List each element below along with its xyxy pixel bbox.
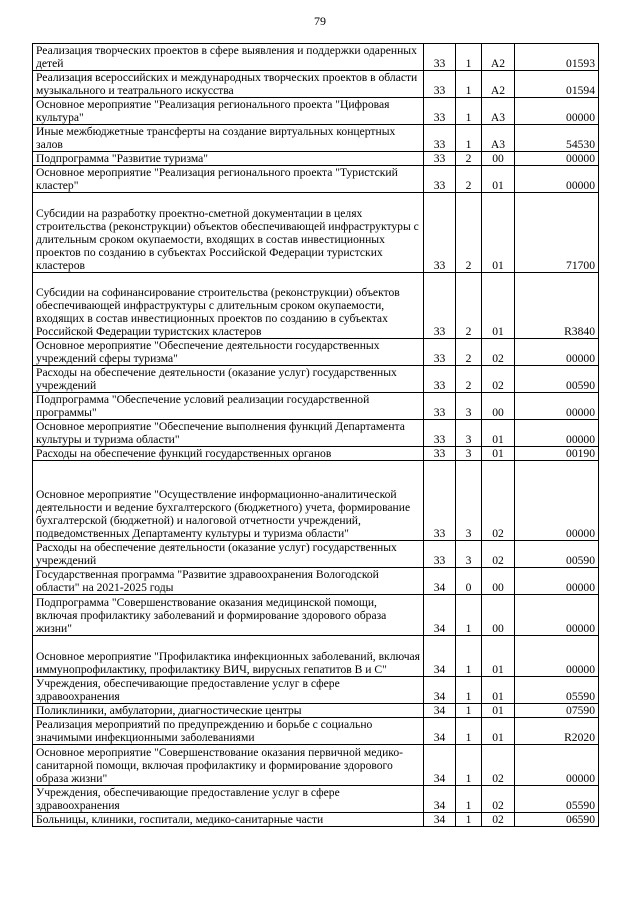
row-activity-code: 00	[482, 152, 515, 166]
row-direction-code: 01593	[515, 44, 599, 71]
table-row	[33, 152, 599, 166]
row-activity-code: 00	[482, 568, 515, 595]
row-subprogram-code: 3	[456, 541, 482, 568]
table-row	[33, 447, 599, 461]
row-activity-code: 02	[482, 813, 515, 827]
row-description: Субсидии на разработку проектно-сметной документации в целях строительства (реконструкции) объектов обеспечивающей инфраструктуры с длительным сроком окупаемости, входящих в состав инвестиционных проектов по созданию в субъектах Российской Федерации туристских кластеров	[33, 193, 424, 273]
table-row	[33, 339, 599, 366]
table-row	[33, 193, 599, 273]
row-program-code: 33	[424, 339, 456, 366]
row-description: Основное мероприятие "Реализация регионального проекта "Цифровая культура"	[33, 98, 424, 125]
row-program-code: 34	[424, 636, 456, 677]
row-activity-code: 02	[482, 745, 515, 786]
table-row	[33, 71, 599, 98]
table-row	[33, 568, 599, 595]
row-program-code: 33	[424, 125, 456, 152]
row-description: Основное мероприятие "Обеспечение деятельности государственных учреждений сферы туризма"	[33, 339, 424, 366]
row-program-code: 33	[424, 152, 456, 166]
row-direction-code: 00000	[515, 595, 599, 636]
row-activity-code: 02	[482, 461, 515, 541]
row-subprogram-code: 3	[456, 461, 482, 541]
row-subprogram-code: 1	[456, 44, 482, 71]
table-row	[33, 366, 599, 393]
row-description: Поликлиники, амбулатории, диагностические центры	[33, 704, 424, 718]
row-subprogram-code: 2	[456, 273, 482, 339]
row-direction-code: 06590	[515, 813, 599, 827]
row-activity-code: 01	[482, 273, 515, 339]
row-description: Подпрограмма "Развитие туризма"	[33, 152, 424, 166]
row-subprogram-code: 2	[456, 166, 482, 193]
table-row	[33, 541, 599, 568]
row-program-code: 34	[424, 718, 456, 745]
row-activity-code: 01	[482, 193, 515, 273]
table-row	[33, 44, 599, 71]
row-description: Реализация всероссийских и международных творческих проектов в области музыкального и театрального искусства	[33, 71, 424, 98]
row-description: Основное мероприятие "Осуществление информационно-аналитической деятельности и ведение бухгалтерского (бюджетного) учета, формирование бухгалтерской (бюджетной) и налоговой отчетности учреждений, подведомственных Департаменту культуры и туризма области"	[33, 461, 424, 541]
row-subprogram-code: 1	[456, 813, 482, 827]
row-program-code: 33	[424, 447, 456, 461]
table-row	[33, 393, 599, 420]
row-subprogram-code: 3	[456, 393, 482, 420]
row-activity-code: 02	[482, 786, 515, 813]
row-activity-code: 01	[482, 704, 515, 718]
table-row	[33, 677, 599, 704]
row-activity-code: А3	[482, 98, 515, 125]
row-program-code: 33	[424, 461, 456, 541]
row-direction-code: 00590	[515, 366, 599, 393]
row-activity-code: 02	[482, 541, 515, 568]
row-program-code: 34	[424, 677, 456, 704]
row-subprogram-code: 2	[456, 193, 482, 273]
row-program-code: 33	[424, 166, 456, 193]
row-description: Основное мероприятие "Обеспечение выполнения функций Департамента культуры и туризма области"	[33, 420, 424, 447]
row-direction-code: 00000	[515, 636, 599, 677]
row-description: Учреждения, обеспечивающие предоставление услуг в сфере здравоохранения	[33, 786, 424, 813]
row-program-code: 34	[424, 813, 456, 827]
row-direction-code: 54530	[515, 125, 599, 152]
row-direction-code: R2020	[515, 718, 599, 745]
row-description: Расходы на обеспечение деятельности (оказание услуг) государственных учреждений	[33, 366, 424, 393]
row-program-code: 33	[424, 393, 456, 420]
row-subprogram-code: 1	[456, 745, 482, 786]
row-activity-code: 02	[482, 366, 515, 393]
table-row	[33, 636, 599, 677]
row-program-code: 34	[424, 568, 456, 595]
table-row	[33, 595, 599, 636]
row-program-code: 34	[424, 704, 456, 718]
row-description: Основное мероприятие "Профилактика инфекционных заболеваний, включая иммунопрофилактику, профилактику ВИЧ, вирусных гепатитов В и С"	[33, 636, 424, 677]
row-direction-code: R3840	[515, 273, 599, 339]
row-program-code: 33	[424, 420, 456, 447]
table-row	[33, 125, 599, 152]
row-direction-code: 00000	[515, 745, 599, 786]
table-row	[33, 718, 599, 745]
row-direction-code: 00000	[515, 166, 599, 193]
row-program-code: 33	[424, 44, 456, 71]
row-subprogram-code: 1	[456, 125, 482, 152]
row-program-code: 33	[424, 193, 456, 273]
row-activity-code: 01	[482, 718, 515, 745]
row-direction-code: 00000	[515, 568, 599, 595]
row-direction-code: 05590	[515, 786, 599, 813]
budget-classification-table	[32, 43, 599, 827]
row-description: Государственная программа "Развитие здравоохранения Вологодской области" на 2021-2025 годы	[33, 568, 424, 595]
row-subprogram-code: 2	[456, 152, 482, 166]
row-activity-code: 02	[482, 339, 515, 366]
row-direction-code: 00590	[515, 541, 599, 568]
row-description: Реализация мероприятий по предупреждению и борьбе с социально значимыми инфекционными заболеваниями	[33, 718, 424, 745]
table-row	[33, 166, 599, 193]
row-program-code: 34	[424, 786, 456, 813]
row-subprogram-code: 1	[456, 636, 482, 677]
row-activity-code: 01	[482, 166, 515, 193]
row-activity-code: 01	[482, 677, 515, 704]
row-subprogram-code: 1	[456, 704, 482, 718]
row-activity-code: А2	[482, 71, 515, 98]
row-program-code: 33	[424, 98, 456, 125]
table-row	[33, 273, 599, 339]
row-subprogram-code: 1	[456, 677, 482, 704]
table-row	[33, 461, 599, 541]
row-direction-code: 01594	[515, 71, 599, 98]
row-subprogram-code: 1	[456, 786, 482, 813]
row-activity-code: 00	[482, 393, 515, 420]
row-subprogram-code: 1	[456, 595, 482, 636]
row-program-code: 33	[424, 541, 456, 568]
row-description: Расходы на обеспечение деятельности (оказание услуг) государственных учреждений	[33, 541, 424, 568]
table-row	[33, 813, 599, 827]
table-row	[33, 98, 599, 125]
row-activity-code: 01	[482, 420, 515, 447]
row-description: Реализация творческих проектов в сфере выявления и поддержки одаренных детей	[33, 44, 424, 71]
row-subprogram-code: 2	[456, 339, 482, 366]
row-description: Расходы на обеспечение функций государственных органов	[33, 447, 424, 461]
row-description: Учреждения, обеспечивающие предоставление услуг в сфере здравоохранения	[33, 677, 424, 704]
row-description: Основное мероприятие "Совершенствование оказания первичной медико-санитарной помощи, включая профилактику и формирование здорового образа жизни"	[33, 745, 424, 786]
row-subprogram-code: 3	[456, 447, 482, 461]
row-activity-code: 01	[482, 447, 515, 461]
row-program-code: 34	[424, 595, 456, 636]
row-subprogram-code: 1	[456, 98, 482, 125]
row-direction-code: 00000	[515, 152, 599, 166]
row-subprogram-code: 3	[456, 420, 482, 447]
row-direction-code: 71700	[515, 193, 599, 273]
row-activity-code: А3	[482, 125, 515, 152]
row-program-code: 34	[424, 745, 456, 786]
table-row	[33, 704, 599, 718]
row-direction-code: 05590	[515, 677, 599, 704]
table-row	[33, 745, 599, 786]
row-activity-code: 01	[482, 636, 515, 677]
row-description: Подпрограмма "Обеспечение условий реализации государственной программы"	[33, 393, 424, 420]
row-program-code: 33	[424, 366, 456, 393]
table-row	[33, 786, 599, 813]
row-subprogram-code: 0	[456, 568, 482, 595]
row-description: Основное мероприятие "Реализация регионального проекта "Туристский кластер"	[33, 166, 424, 193]
page-number: 79	[314, 14, 326, 28]
row-subprogram-code: 2	[456, 366, 482, 393]
row-description: Подпрограмма "Совершенствование оказания медицинской помощи, включая профилактику заболеваний и формирование здорового образа жизни"	[33, 595, 424, 636]
row-activity-code: 00	[482, 595, 515, 636]
row-program-code: 33	[424, 273, 456, 339]
row-description: Иные межбюджетные трансферты на создание виртуальных концертных залов	[33, 125, 424, 152]
row-program-code: 33	[424, 71, 456, 98]
row-direction-code: 00000	[515, 98, 599, 125]
row-direction-code: 00000	[515, 393, 599, 420]
row-direction-code: 00000	[515, 339, 599, 366]
row-description: Субсидии на софинансирование строительства (реконструкции) объектов обеспечивающей инфраструктуры с длительным сроком окупаемости, входящих в состав инвестиционных проектов по созданию в субъектах Российской Федерации туристских кластеров	[33, 273, 424, 339]
row-direction-code: 00000	[515, 420, 599, 447]
table-row	[33, 420, 599, 447]
row-activity-code: А2	[482, 44, 515, 71]
row-description: Больницы, клиники, госпитали, медико-санитарные части	[33, 813, 424, 827]
row-subprogram-code: 1	[456, 718, 482, 745]
row-direction-code: 07590	[515, 704, 599, 718]
row-subprogram-code: 1	[456, 71, 482, 98]
row-direction-code: 00000	[515, 461, 599, 541]
row-direction-code: 00190	[515, 447, 599, 461]
